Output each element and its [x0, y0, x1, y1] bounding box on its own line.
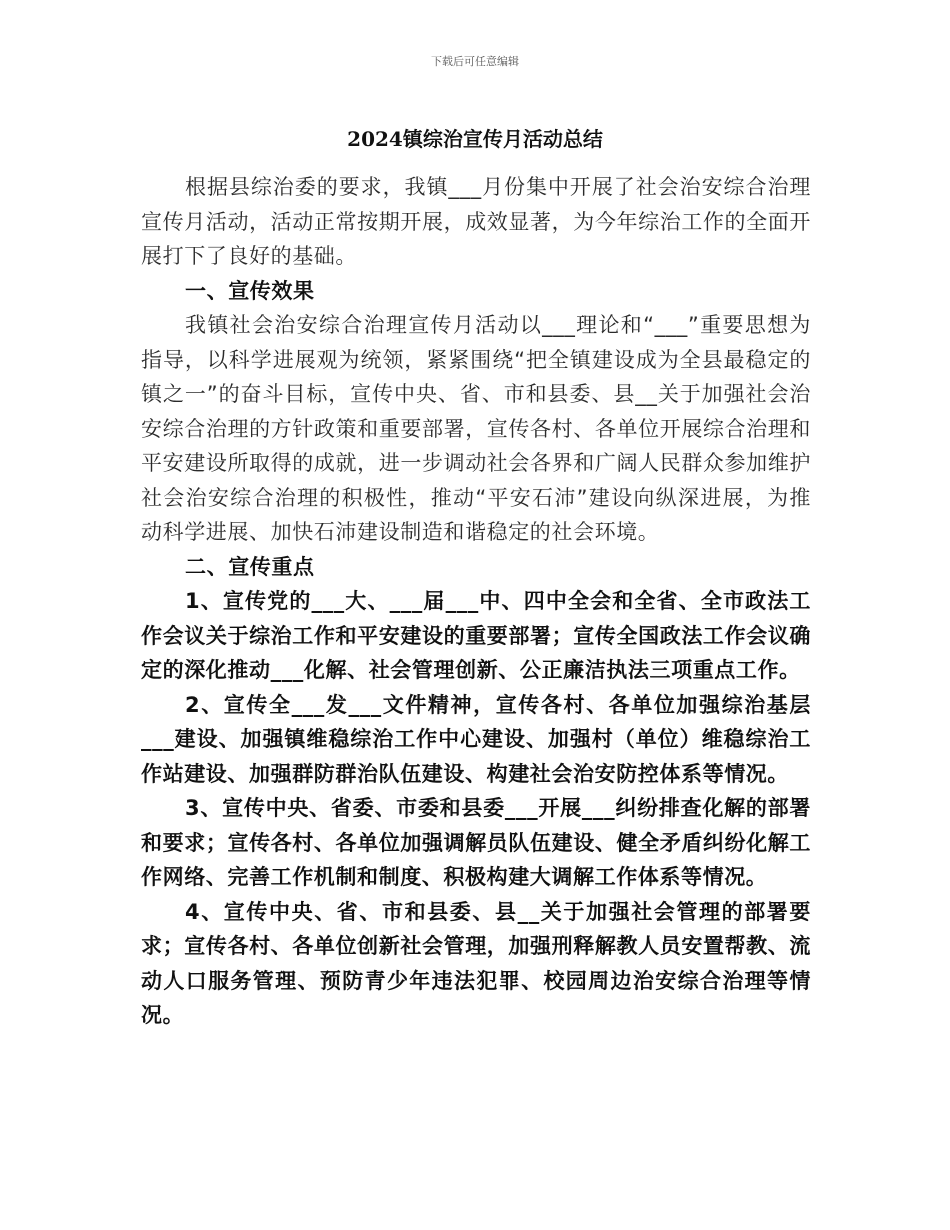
- section-2-item-1: 1、宣传党的___大、___届___中、四中全会和全省、全市政法工作会议关于综治工作和平安建设的重要部署；宣传全国政法工作会议确定的深化推动___化解、社会管理创新、公正廉洁执法三项重点工作。: [141, 589, 811, 682]
- intro-paragraph: 根据县综治委的要求，我镇___月份集中开展了社会治安综合治理宣传月活动，活动正常按期开展，成效显著，为今年综治工作的全面开展打下了良好的基础。: [141, 175, 811, 268]
- section-1-heading: 一、宣传效果: [185, 278, 315, 303]
- section-2-item-4: 4、宣传中央、省、市和县委、县__关于加强社会管理的部署要求；宣传各村、各单位创新社会管理，加强刑释解教人员安置帮教、流动人口服务管理、预防青少年违法犯罪、校园周边治安综合治理等情况。: [141, 899, 811, 1027]
- section-2-item-3: 3、宣传中央、省委、市委和县委___开展___纠纷排查化解的部署和要求；宣传各村、各单位加强调解员队伍建设、健全矛盾纠纷化解工作网络、完善工作机制和制度、积极构建大调解工作体系等情况。: [141, 796, 811, 889]
- header-note: 下载后可任意编辑: [431, 55, 519, 68]
- section-1-paragraph: 我镇社会治安综合治理宣传月活动以___理论和“___”重要思想为指导，以科学进展观为统领，紧紧围绕“把全镇建设成为全县最稳定的镇之一”的奋斗目标，宣传中央、省、市和县委、县__关于加强社会治安综合治理的方针政策和重要部署，宣传各村、各单位开展综合治理和平安建设所取得的成就，进一步调动社会各界和广阔人民群众参加维护社会治安综合治理的积极性，推动“平安石沛”建设向纵深进展，为推动科学进展、加快石沛建设制造和谐稳定的社会环境。: [141, 313, 811, 544]
- document-title: 2024镇综治宣传月活动总结: [347, 127, 603, 151]
- document-body: [141, 170, 811, 1033]
- section-2-heading: 二、宣传重点: [185, 554, 315, 579]
- section-2-item-2: 2、宣传全___发___文件精神，宣传各村、各单位加强综治基层___建设、加强镇维稳综治工作中心建设、加强村（单位）维稳综治工作站建设、加强群防群治队伍建设、构建社会治安防控体系等情况。: [141, 692, 811, 786]
